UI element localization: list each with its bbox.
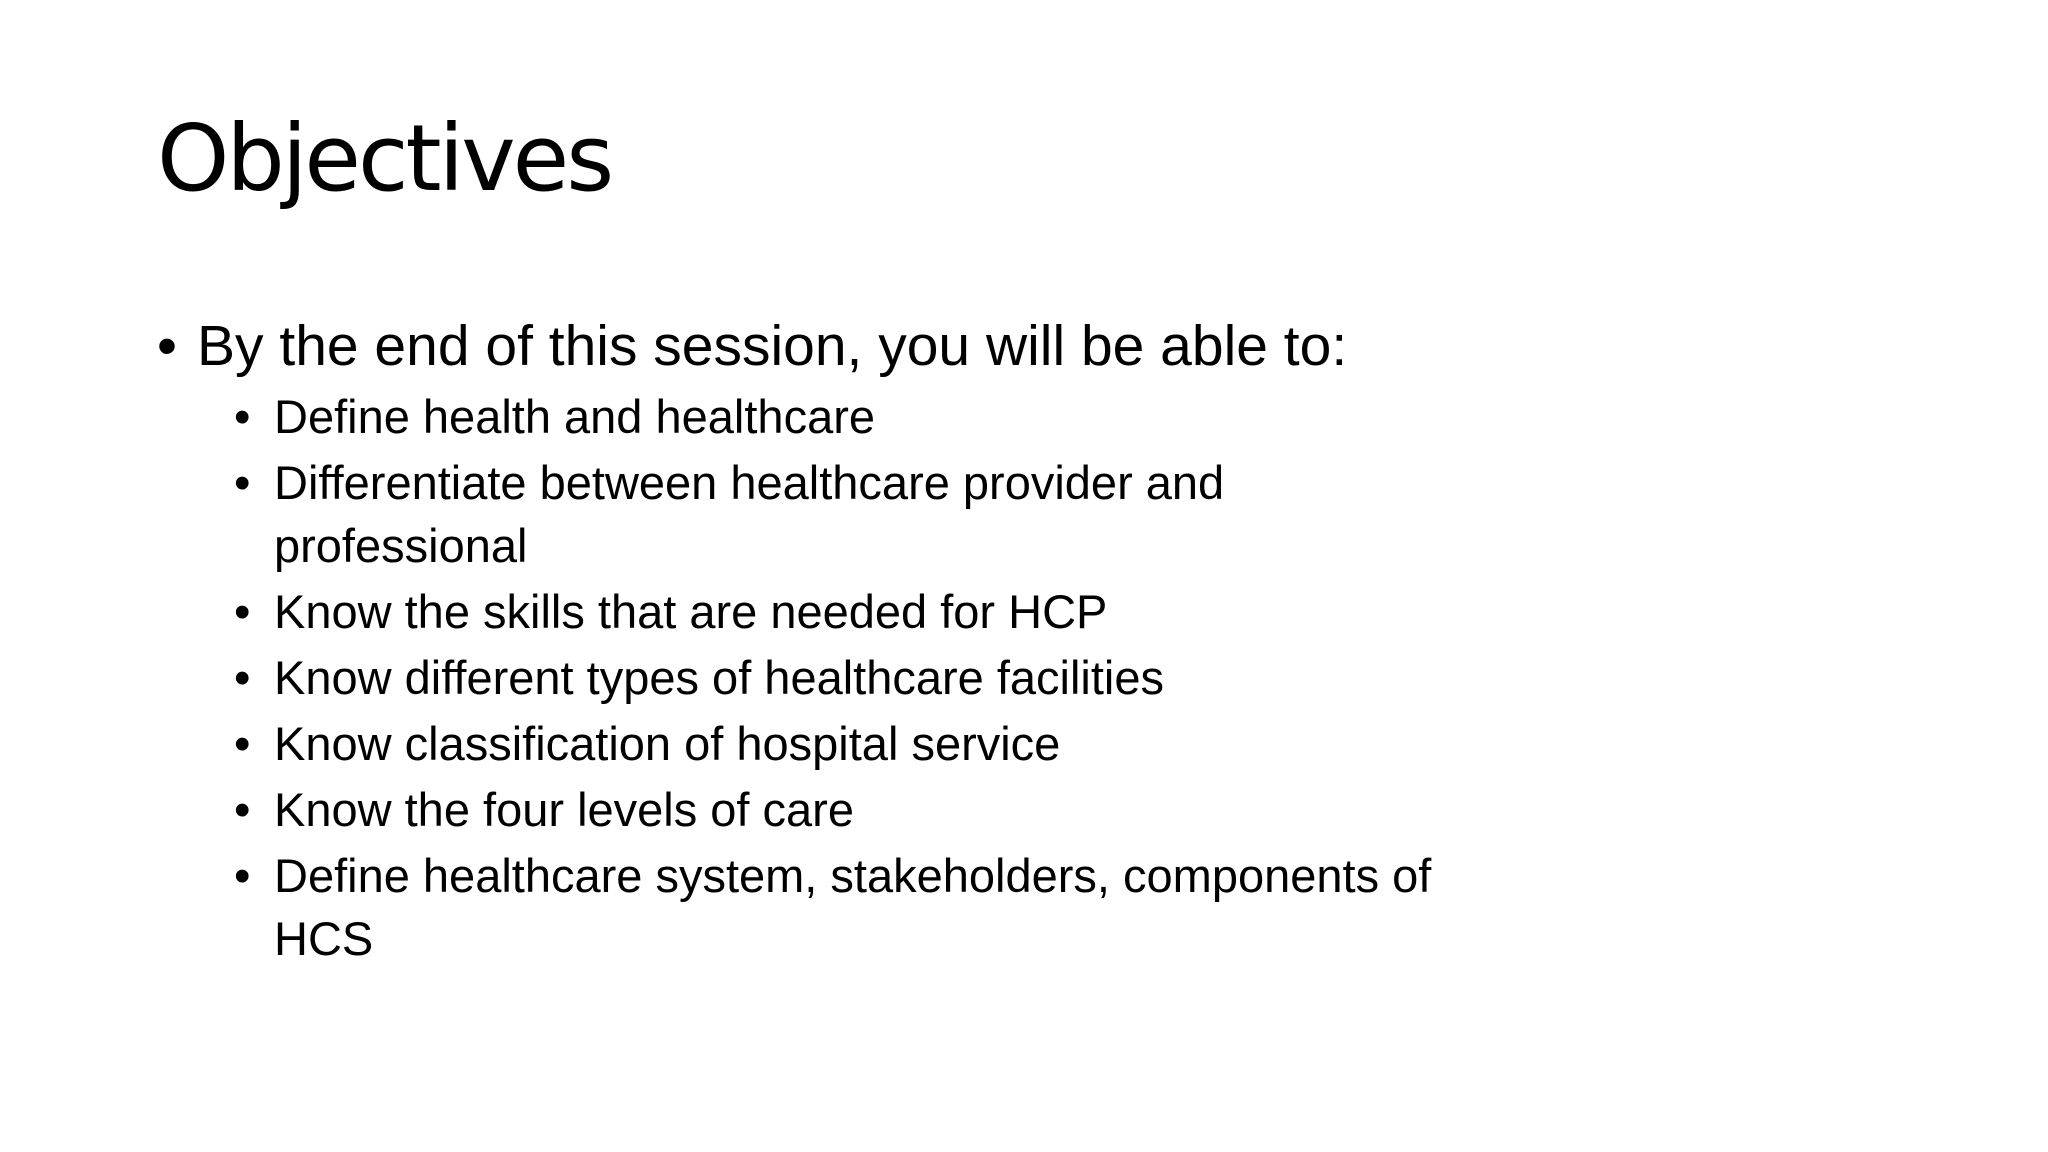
- objective-text: Know classification of hospital service: [274, 717, 1061, 770]
- bullet-icon: •: [234, 456, 251, 509]
- objective-text: Differentiate between healthcare provider and professional: [274, 456, 1225, 572]
- bullet-icon: •: [234, 390, 251, 443]
- intro-text: By the end of this session, you will be able to:: [197, 314, 1348, 378]
- objective-item: [234, 778, 1454, 841]
- objective-item: [234, 385, 1454, 448]
- objective-text: Know the four levels of care: [274, 783, 854, 836]
- bullet-icon: •: [157, 314, 177, 378]
- bullet-icon: •: [234, 585, 251, 638]
- bullet-icon: •: [234, 717, 251, 770]
- objective-text: Define health and healthcare: [274, 390, 875, 443]
- objective-item: [234, 712, 1454, 775]
- objective-item: [234, 451, 1354, 577]
- slide-body: [157, 310, 1557, 970]
- objective-item: [234, 646, 1454, 709]
- bullet-icon: •: [234, 783, 251, 836]
- bullet-icon: •: [234, 849, 251, 902]
- objective-text: Define healthcare system, stakeholders, components of HCS: [274, 849, 1432, 965]
- objective-item: [234, 844, 1524, 970]
- slide-title: Objectives: [157, 105, 612, 212]
- objectives-list: [157, 385, 1557, 970]
- objective-item: [234, 580, 1454, 643]
- bullet-icon: •: [234, 651, 251, 704]
- objective-text: Know the skills that are needed for HCP: [274, 585, 1108, 638]
- intro-bullet: [157, 310, 1557, 382]
- objective-text: Know different types of healthcare facilities: [274, 651, 1165, 704]
